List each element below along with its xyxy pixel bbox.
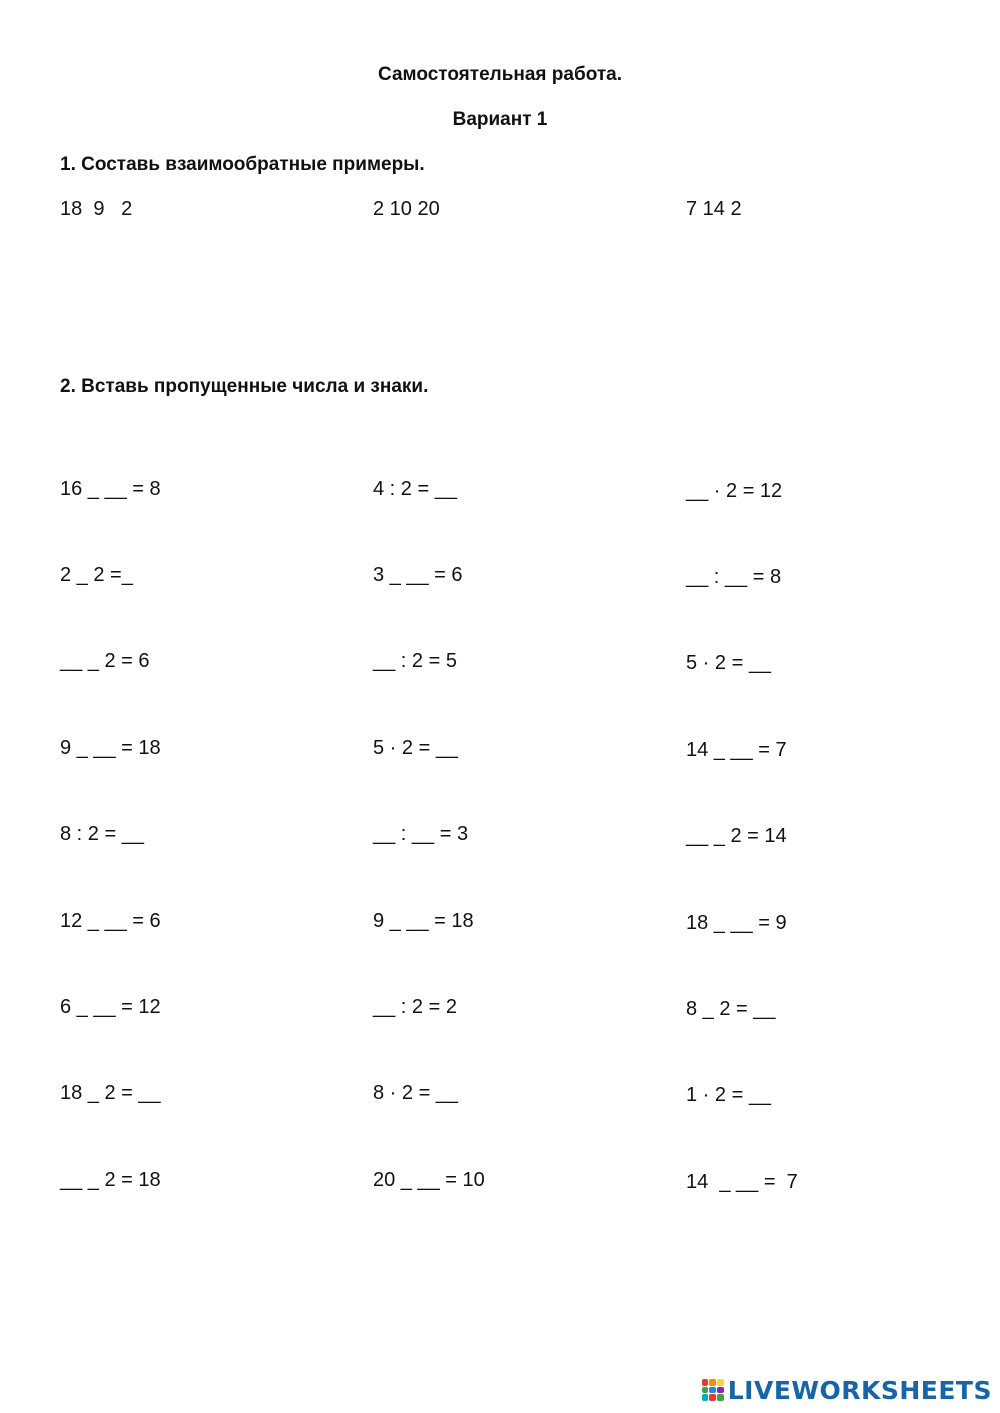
task1-heading: 1. Составь взаимообратные примеры.	[60, 154, 425, 175]
equation-line: 1 · 2 = __	[686, 1084, 772, 1107]
equation-line: __ _ 2 = 14	[686, 825, 787, 848]
equation-line: __ _ 2 = 6	[60, 650, 150, 673]
task2-column-2	[373, 417, 485, 1252]
equation-line: 3 _ __ = 6	[373, 563, 463, 586]
equation-line: __ : 2 = 2	[373, 995, 457, 1018]
liveworksheets-logo-icon	[702, 1379, 724, 1401]
task1-number-group-2: 2 10 20	[373, 198, 440, 220]
equation-line: 14 _ __ = 7	[686, 1170, 798, 1193]
worksheet-title: Самостоятельная работа.	[378, 64, 622, 85]
variant-label: Вариант 1	[452, 109, 548, 130]
equation-line: 9 _ __ = 18	[373, 909, 474, 932]
equation-line: 18 _ 2 = __	[60, 1082, 161, 1105]
liveworksheets-wordmark: LIVEWORKSHEETS	[727, 1375, 992, 1405]
equation-line: 18 _ __ = 9	[686, 911, 787, 934]
task2-column-1	[60, 417, 161, 1252]
equation-line: 2 _ 2 =_	[60, 563, 133, 586]
equation-line: 5 · 2 = __	[686, 652, 772, 675]
equation-line: 20 _ __ = 10	[373, 1168, 485, 1191]
task1-number-group-1: 18 9 2	[60, 198, 133, 220]
equation-line: __ · 2 = 12	[686, 479, 783, 502]
liveworksheets-logo[interactable]	[702, 1375, 992, 1405]
equation-line: 9 _ __ = 18	[60, 736, 161, 759]
equation-line: 6 _ __ = 12	[60, 995, 161, 1018]
equation-line: 4 : 2 = __	[373, 477, 457, 500]
equation-line: 14 _ __ = 7	[686, 738, 787, 761]
task1-number-group-3: 7 14 2	[686, 198, 742, 220]
equation-line: 5 · 2 = __	[373, 736, 459, 759]
equation-line: 12 _ __ = 6	[60, 909, 161, 932]
task2-column-3	[686, 419, 798, 1254]
equation-line: 8 · 2 = __	[373, 1082, 459, 1105]
equation-line: __ : __ = 8	[686, 565, 782, 588]
equation-line: __ : __ = 3	[373, 823, 469, 846]
equation-line: 8 : 2 = __	[60, 823, 144, 846]
equation-line: 16 _ __ = 8	[60, 477, 161, 500]
equation-line: __ _ 2 = 18	[60, 1168, 161, 1191]
equation-line: __ : 2 = 5	[373, 650, 457, 673]
equation-line: 8 _ 2 = __	[686, 997, 776, 1020]
task2-heading: 2. Вставь пропущенные числа и знаки.	[60, 376, 429, 397]
